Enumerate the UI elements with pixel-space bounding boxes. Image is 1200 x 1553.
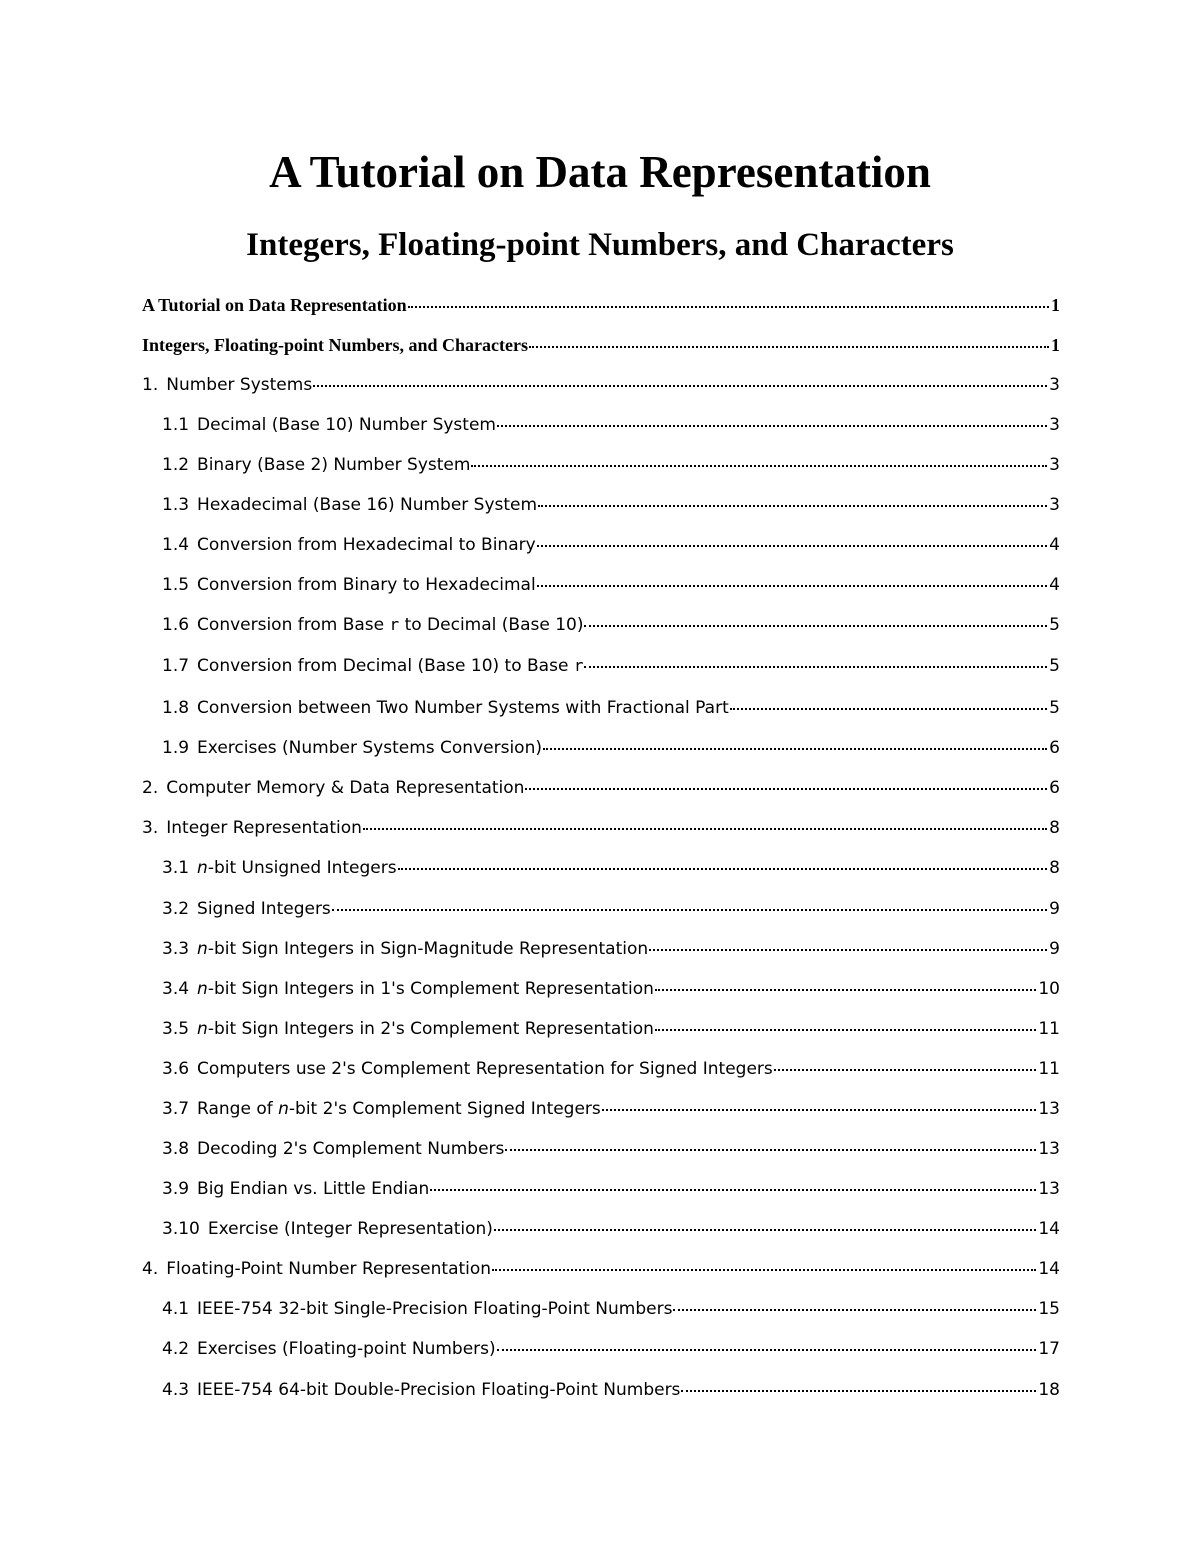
toc-section-number: 3.8	[162, 1139, 190, 1159]
toc-page-number: 3	[1049, 415, 1060, 435]
toc-entry-text: Number Systems	[166, 375, 313, 395]
toc-entry-text: Floating-Point Number Representation	[166, 1259, 492, 1279]
toc-entry-section-3-1[interactable]	[162, 855, 1060, 881]
toc-entry-text: Hexadecimal (Base 16) Number System	[197, 495, 538, 515]
dot-leader	[398, 868, 1048, 870]
dot-leader	[497, 425, 1047, 427]
toc-entry-text: Computer Memory & Data Representation	[166, 778, 525, 798]
toc-page-number: 4	[1049, 535, 1060, 555]
toc-section-number: 3.	[142, 818, 159, 838]
toc-page-number: 5	[1049, 656, 1060, 676]
toc-section-number: 1.5	[162, 575, 190, 595]
toc-entry-text: Exercises (Floating-point Numbers)	[197, 1339, 496, 1359]
toc-entry-text: Exercises (Number Systems Conversion)	[197, 738, 542, 758]
toc-section-number: 1.1	[162, 415, 190, 435]
toc-page-number: 8	[1049, 858, 1060, 878]
toc-entry-section-1-5[interactable]	[162, 572, 1060, 598]
toc-entry-text: Conversion from Decimal (Base 10) to Base	[197, 656, 574, 676]
toc-entry-section-3-3[interactable]	[162, 936, 1060, 962]
dot-leader	[494, 1229, 1036, 1231]
toc-entry-section-3-8[interactable]	[162, 1136, 1060, 1162]
toc-page-number: 9	[1049, 899, 1060, 919]
toc-entry-code: r	[573, 656, 584, 675]
toc-entry-text: Integers, Floating-point Numbers, and Characters	[142, 335, 528, 355]
dot-leader	[673, 1309, 1036, 1311]
toc-entry-italic: n	[197, 939, 208, 959]
toc-section-number: 1.6	[162, 615, 190, 635]
toc-page-number: 6	[1049, 778, 1060, 798]
toc-entry-text: Decoding 2's Complement Numbers	[197, 1139, 505, 1159]
toc-page-number: 3	[1049, 375, 1060, 395]
toc-page-number: 5	[1049, 698, 1060, 718]
dot-leader	[529, 346, 1049, 348]
toc-entry-code: r	[389, 615, 400, 634]
toc-entry-section-4[interactable]	[142, 1256, 1060, 1282]
toc-entry-text: IEEE-754 32-bit Single-Precision Floating-Point Numbers	[197, 1299, 673, 1319]
toc-page-number: 1	[1051, 335, 1060, 355]
dot-leader	[730, 708, 1047, 710]
toc-page-number: 13	[1038, 1139, 1060, 1159]
toc-section-number: 1.4	[162, 535, 190, 555]
toc-entry-section-1-9[interactable]	[162, 735, 1060, 761]
toc-entry-subtitle[interactable]	[142, 332, 1060, 358]
dot-leader	[537, 545, 1048, 547]
dot-leader	[681, 1390, 1036, 1392]
toc-section-number: 4.	[142, 1259, 159, 1279]
toc-entry-text: Binary (Base 2) Number System	[197, 455, 471, 475]
toc-section-number: 3.1	[162, 858, 190, 878]
dot-leader	[584, 625, 1047, 627]
toc-entry-section-3-9[interactable]	[162, 1176, 1060, 1202]
toc-page-number: 15	[1038, 1299, 1060, 1319]
toc-entry-section-1-7[interactable]	[162, 653, 1060, 679]
toc-page-number: 11	[1038, 1059, 1060, 1079]
toc-entry-section-3-6[interactable]	[162, 1056, 1060, 1082]
dot-leader	[602, 1109, 1037, 1111]
toc-entry-italic: n	[197, 858, 208, 878]
dot-leader	[363, 828, 1047, 830]
dot-leader	[525, 788, 1047, 790]
dot-leader	[774, 1069, 1037, 1071]
toc-section-number: 1.	[142, 375, 159, 395]
toc-section-number: 1.9	[162, 738, 190, 758]
toc-entry-section-3-7[interactable]	[162, 1096, 1060, 1122]
dot-leader	[408, 306, 1049, 308]
toc-page-number: 8	[1049, 818, 1060, 838]
toc-entry-text: Conversion between Two Number Systems with Fractional Part	[197, 698, 729, 718]
toc-entry-text: Decimal (Base 10) Number System	[197, 415, 496, 435]
toc-entry-text: IEEE-754 64-bit Double-Precision Floating-Point Numbers	[197, 1380, 681, 1400]
toc-section-number: 3.2	[162, 899, 190, 919]
toc-entry-section-4-2[interactable]	[162, 1336, 1060, 1362]
dot-leader	[471, 465, 1047, 467]
toc-entry-section-3-5[interactable]	[162, 1016, 1060, 1042]
dot-leader	[538, 505, 1047, 507]
toc-page-number: 3	[1049, 455, 1060, 475]
toc-section-number: 3.4	[162, 979, 190, 999]
toc-entry-text: Computers use 2's Complement Representation for Signed Integers	[197, 1059, 773, 1079]
dot-leader	[655, 989, 1036, 991]
toc-page-number: 13	[1038, 1099, 1060, 1119]
dot-leader	[332, 909, 1047, 911]
toc-page-number: 10	[1038, 979, 1060, 999]
toc-section-number: 4.1	[162, 1299, 190, 1319]
toc-section-number: 4.3	[162, 1380, 190, 1400]
dot-leader	[505, 1149, 1036, 1151]
toc-page-number: 17	[1038, 1339, 1060, 1359]
toc-entry-text: -bit Sign Integers in 1's Complement Representation	[207, 979, 654, 999]
dot-leader	[537, 585, 1048, 587]
toc-entry-section-1-8[interactable]	[162, 695, 1060, 721]
toc-entry-text: Big Endian vs. Little Endian	[197, 1179, 430, 1199]
dot-leader	[492, 1269, 1036, 1271]
toc-entry-text: -bit Sign Integers in Sign-Magnitude Representation	[207, 939, 649, 959]
toc-section-number: 1.3	[162, 495, 190, 515]
toc-section-number: 3.7	[162, 1099, 190, 1119]
toc-section-number: 3.9	[162, 1179, 190, 1199]
toc-section-number: 3.10	[162, 1219, 200, 1239]
toc-section-number: 3.5	[162, 1019, 190, 1039]
toc-entry-italic: n	[197, 1019, 208, 1039]
document-subtitle: Integers, Floating-point Numbers, and Characters	[246, 227, 954, 263]
toc-page-number: 11	[1038, 1019, 1060, 1039]
document-title: A Tutorial on Data Representation	[269, 147, 931, 197]
toc-page-number: 9	[1049, 939, 1060, 959]
toc-entry-section-4-1[interactable]	[162, 1296, 1060, 1322]
toc-entry-section-1-1[interactable]	[162, 412, 1060, 438]
toc-entry-text: Integer Representation	[166, 818, 362, 838]
toc-entry-text: -bit Sign Integers in 2's Complement Representation	[207, 1019, 654, 1039]
toc-entry-section-4-3[interactable]	[162, 1377, 1060, 1403]
toc-entry-italic: n	[197, 979, 208, 999]
dot-leader	[655, 1029, 1036, 1031]
toc-section-number: 1.7	[162, 656, 190, 676]
toc-entry-section-3-10[interactable]	[162, 1216, 1060, 1242]
toc-entry-text: Conversion from Binary to Hexadecimal	[197, 575, 536, 595]
toc-entry-section-1-3[interactable]	[162, 492, 1060, 518]
toc-page-number: 5	[1049, 615, 1060, 635]
dot-leader	[497, 1349, 1037, 1351]
toc-entry-section-2[interactable]	[142, 775, 1060, 801]
toc-entry-section-3-2[interactable]	[162, 896, 1060, 922]
toc-entry-text: Range of	[197, 1099, 279, 1119]
dot-leader	[313, 385, 1047, 387]
toc-section-number: 4.2	[162, 1339, 190, 1359]
toc-entry-text: Signed Integers	[197, 899, 331, 919]
toc-page-number: 14	[1038, 1219, 1060, 1239]
toc-section-number: 1.8	[162, 698, 190, 718]
dot-leader	[584, 666, 1047, 668]
dot-leader	[649, 949, 1047, 951]
toc-section-number: 3.3	[162, 939, 190, 959]
toc-section-number: 1.2	[162, 455, 190, 475]
toc-entry-section-1-2[interactable]	[162, 452, 1060, 478]
toc-entry-text: Conversion from Hexadecimal to Binary	[197, 535, 536, 555]
toc-section-number: 3.6	[162, 1059, 190, 1079]
toc-page-number: 14	[1038, 1259, 1060, 1279]
toc-page-number: 1	[1051, 295, 1060, 315]
toc-entry-text: -bit 2's Complement Signed Integers	[288, 1099, 601, 1119]
toc-entry-section-3[interactable]	[142, 815, 1060, 841]
dot-leader	[430, 1189, 1036, 1191]
toc-page-number: 3	[1049, 495, 1060, 515]
dot-leader	[543, 748, 1047, 750]
toc-page-number: 4	[1049, 575, 1060, 595]
toc-page-number: 13	[1038, 1179, 1060, 1199]
toc-entry-section-1-4[interactable]	[162, 532, 1060, 558]
toc-entry-italic: n	[278, 1099, 289, 1119]
toc-entry-section-1[interactable]	[142, 372, 1060, 398]
toc-section-number: 2.	[142, 778, 159, 798]
toc-entry-text: -bit Unsigned Integers	[207, 858, 397, 878]
toc-entry-title[interactable]	[142, 292, 1060, 318]
toc-entry-text: A Tutorial on Data Representation	[142, 295, 407, 315]
toc-page-number: 18	[1038, 1380, 1060, 1400]
toc-entry-text: to Decimal (Base 10)	[399, 615, 584, 635]
toc-entry-section-1-6[interactable]	[162, 612, 1060, 638]
toc-entry-text: Exercise (Integer Representation)	[207, 1219, 493, 1239]
toc-entry-text: Conversion from Base	[197, 615, 390, 635]
toc-page-number: 6	[1049, 738, 1060, 758]
toc-entry-section-3-4[interactable]	[162, 976, 1060, 1002]
